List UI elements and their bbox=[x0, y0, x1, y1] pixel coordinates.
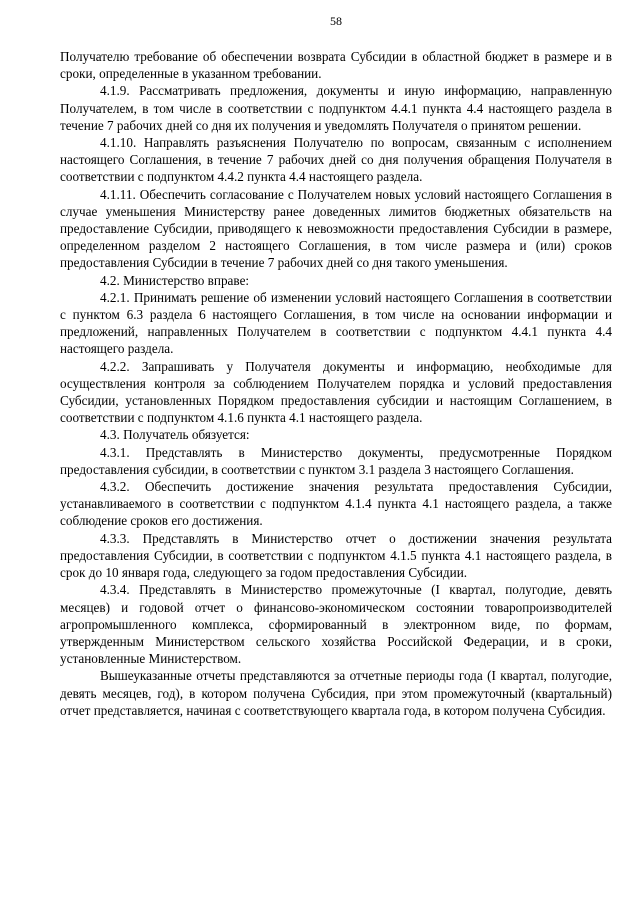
paragraph-reports-note: Вышеуказанные отчеты представляются за отчетные периоды года (I квартал, полугодие, девять месяцев, год), в котором получена Субсидия, при этом промежуточный (квартальный) отчет представляется, начиная с соответствующего квартала года, в котором получена Субсидия. bbox=[60, 668, 612, 718]
paragraph-4-2-2: 4.2.2. Запрашивать у Получателя документы и информацию, необходимые для осуществления контроля за соблюдением Получателем порядка и условий предоставления Субсидии, установленных Порядком предоставления субсидии и настоящим Соглашением, в соответствии с подпунктом 4.1.6 пункта 4.1 настоящего раздела. bbox=[60, 358, 612, 426]
paragraph-4-2-1: 4.2.1. Принимать решение об изменении условий настоящего Соглашения в соответствии с пунктом 6.3 раздела 6 настоящего Соглашения, в том числе на основании информации и предложений, направленных Получателем в соответствии с подпунктом 4.4.1 пункта 4.4 настоящего раздела. bbox=[60, 289, 612, 357]
paragraph-4-3-1: 4.3.1. Представлять в Министерство документы, предусмотренные Порядком предоставления субсидии, в соответствии с пунктом 3.1 раздела 3 настоящего Соглашения. bbox=[60, 444, 612, 477]
paragraph-4-2-heading: 4.2. Министерство вправе: bbox=[100, 272, 250, 288]
paragraph-4-1-11: 4.1.11. Обеспечить согласование с Получателем новых условий настоящего Соглашения в случае уменьшения Министерству ранее доведенных лимитов бюджетных обязательств на предоставление Субсидии, приводящего к невозможности предоставления Субсидии в размере, определенном разделом 2 настоящего Соглашения, в том числе размера и (или) сроков предоставления Субсидии в течение 7 рабочих дней со дня такого уменьшения. bbox=[60, 186, 612, 271]
paragraph-4-1-9: 4.1.9. Рассматривать предложения, документы и иную информацию, направленную Получателем, в том числе в соответствии с подпунктом 4.4.1 пункта 4.4 настоящего раздела в течение 7 рабочих дней со дня их получения и уведомлять Получателя о принятом решении. bbox=[60, 83, 612, 133]
page-number: 58 bbox=[330, 14, 342, 28]
paragraph-4-3-2: 4.3.2. Обеспечить достижение значения результата предоставления Субсидии, устанавливаемого в соответствии с подпунктом 4.1.4 пункта 4.1 настоящего раздела, а также соблюдение сроков его достижения. bbox=[60, 479, 612, 529]
paragraph-4-3-heading: 4.3. Получатель обязуется: bbox=[100, 427, 250, 443]
paragraph-4-3-4: 4.3.4. Представлять в Министерство промежуточные (I квартал, полугодие, девять месяцев) и годовой отчет о финансово-экономическом состоянии товаропроизводителей агропромышленного комплекса, сформированный в электронном виде, по формам, утвержденным Министерством сельского хозяйства Российской Федерации, и в сроки, установленные Министерством. bbox=[60, 582, 612, 667]
document-page bbox=[60, 14, 612, 719]
paragraph-continuation: Получателю требование об обеспечении возврата Субсидии в областной бюджет в размере и в сроки, определенные в указанном требовании. bbox=[60, 49, 612, 82]
paragraph-4-3-3: 4.3.3. Представлять в Министерство отчет о достижении значения результата предоставления Субсидии, в соответствии с подпунктом 4.1.5 пункта 4.1 настоящего раздела, в срок до 10 января года, следующего за годом предоставления Субсидии. bbox=[60, 530, 612, 581]
paragraph-4-1-10: 4.1.10. Направлять разъяснения Получателю по вопросам, связанным с исполнением настоящего Соглашения, в течение 7 рабочих дней со дня получения обращения Получателя в соответствии с подпунктом 4.4.2 пункта 4.4 настоящего раздела. bbox=[60, 135, 612, 185]
